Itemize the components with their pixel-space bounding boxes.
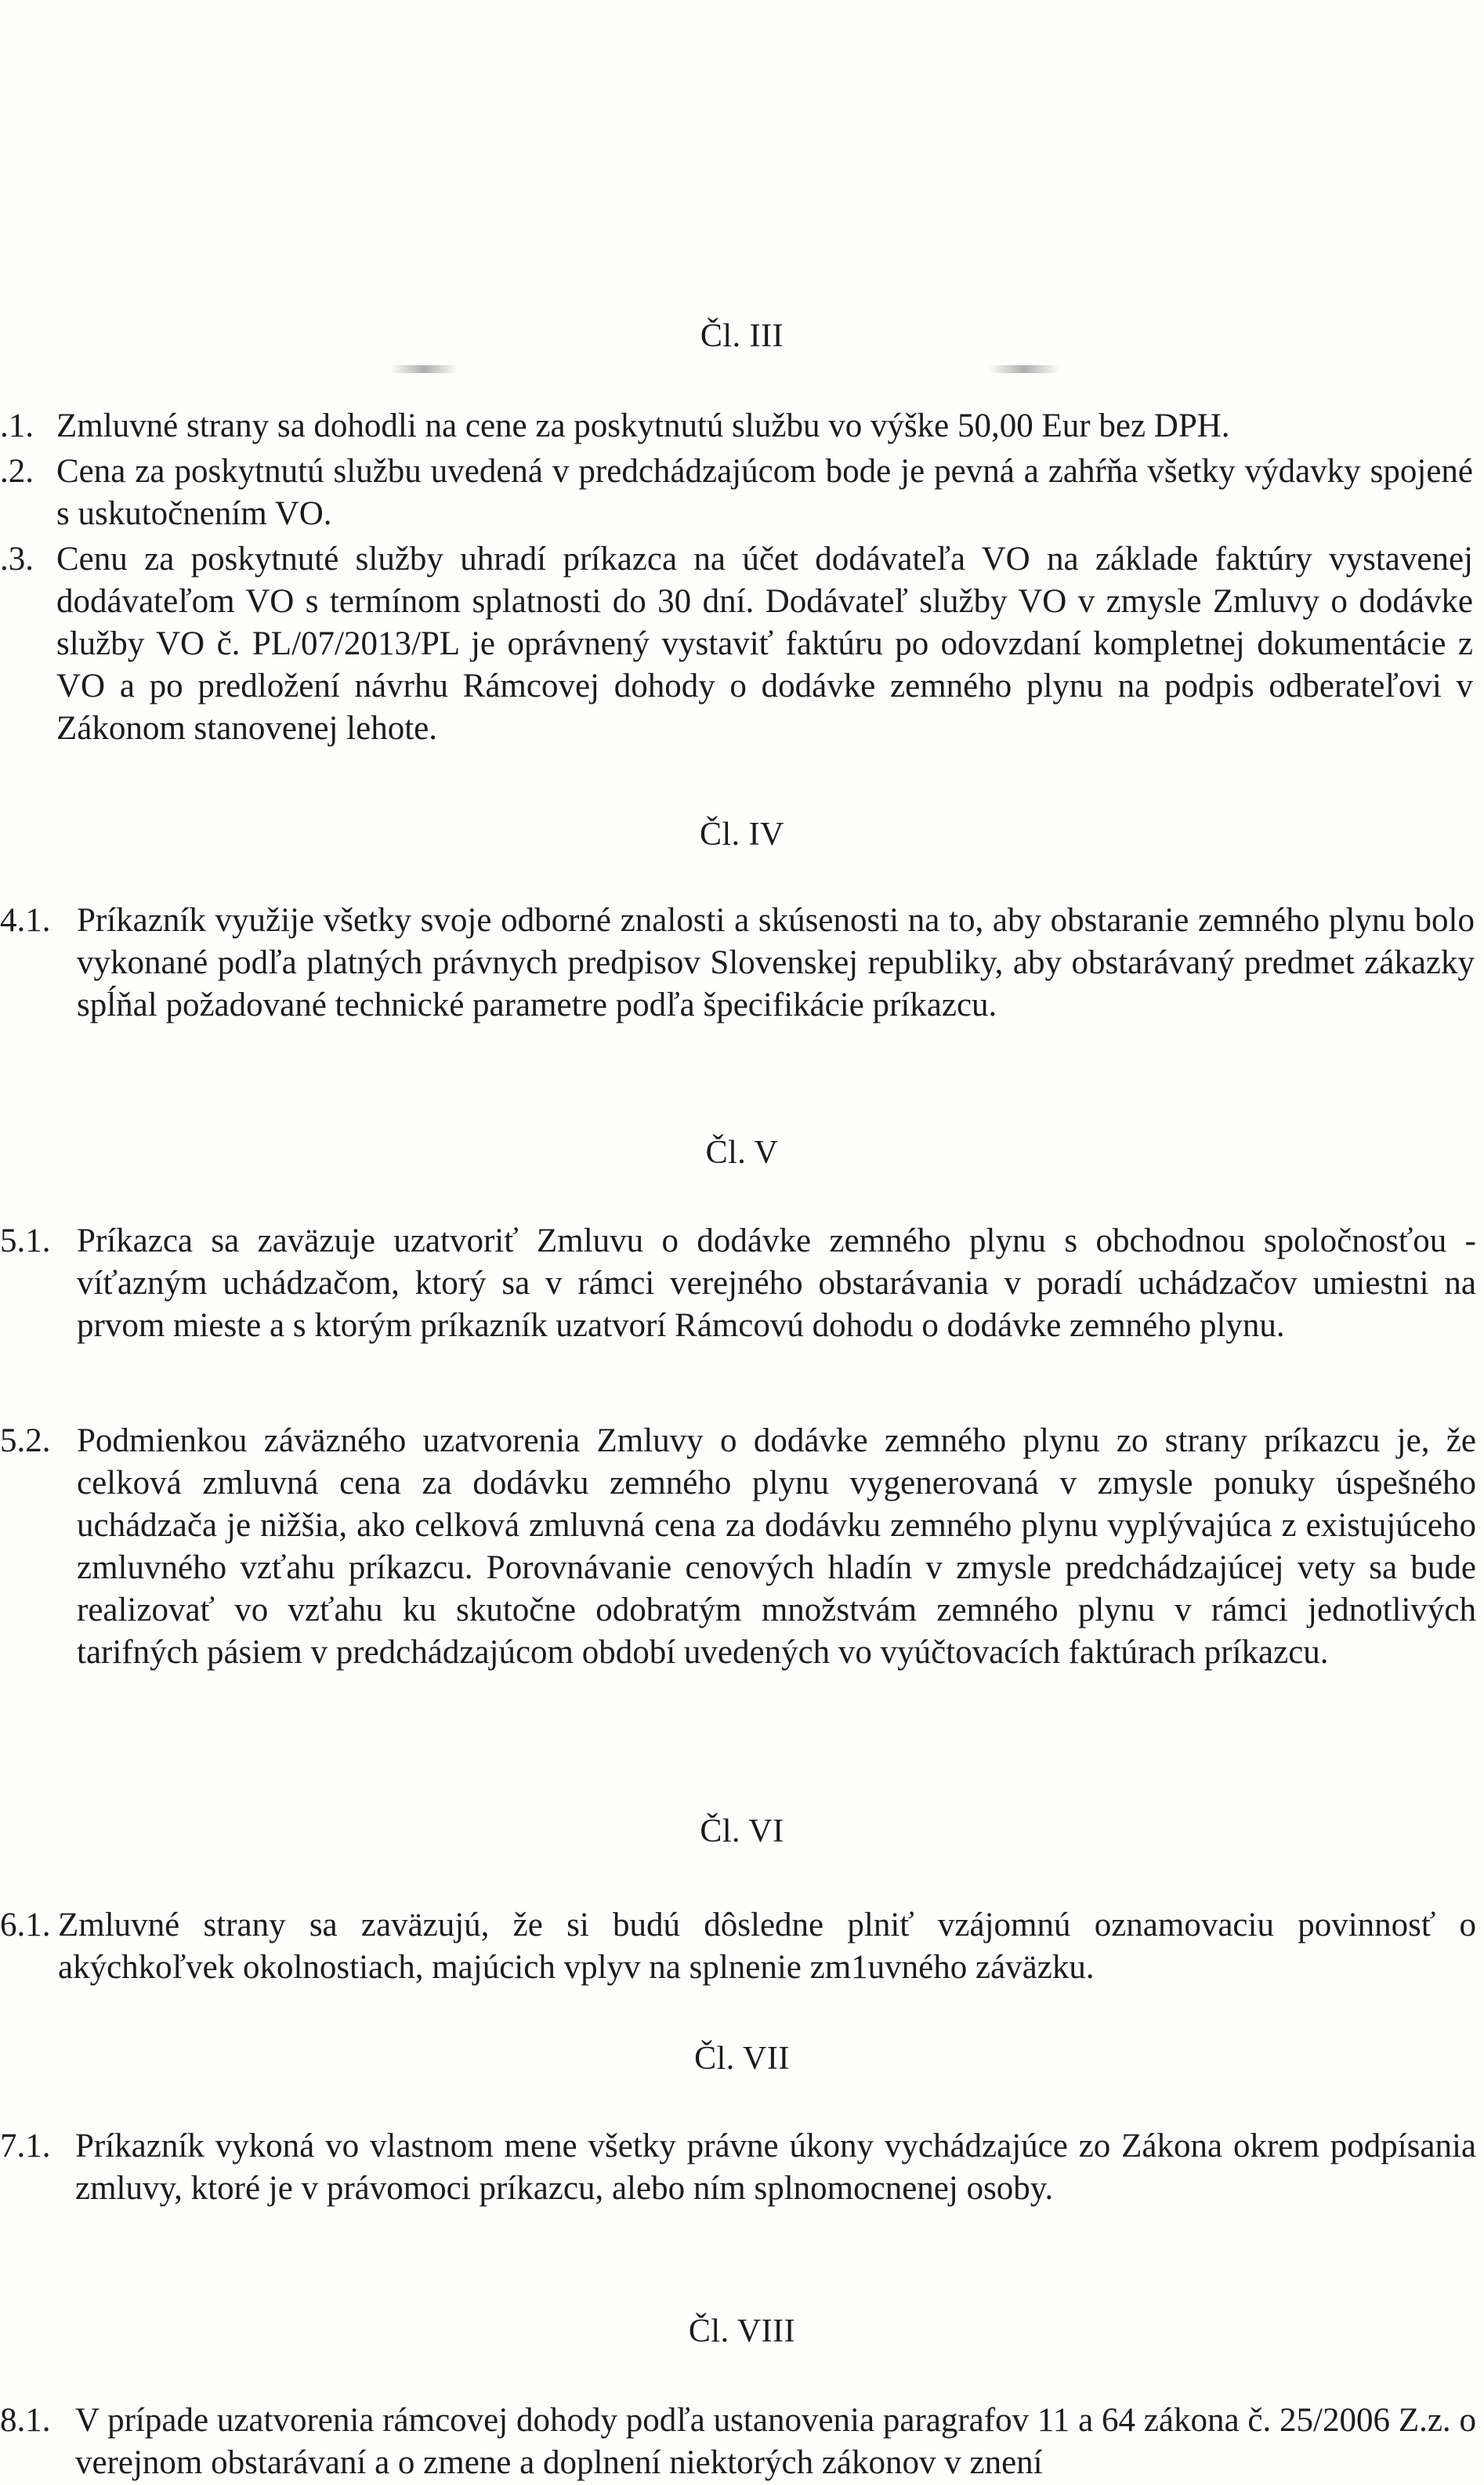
- clause-text-5-1: Príkazca sa zaväzuje uzatvoriť Zmluvu o dodávke zemného plynu s obchodnou spoločnosťou - víťazným uchádzačom, ktorý sa v rámci verejného obstarávania v poradí uchádzačov umiestni na prvom mieste a s ktorým príkazník uzatvorí Rámcovú dohodu o dodávke zemného plynu.: [77, 1223, 1476, 1344]
- section-heading-cl-vi: Čl. VI: [700, 1813, 784, 1849]
- section-heading-cl-iv: Čl. IV: [700, 817, 784, 853]
- clause-number-5-2: 5.2.: [0, 1422, 51, 1459]
- scan-artifact-right: [989, 365, 1059, 373]
- clause-text-7-1: Príkazník vykoná vo vlastnom mene všetky právne úkony vychádzajúce zo Zákona okrem podpísania zmluvy, ktoré je v právomoci príkazcu, alebo ním splnomocnenej osoby.: [75, 2128, 1476, 2207]
- clause-text-3-1: Zmluvné strany sa dohodli na cene za poskytnutú službu vo výške 50,00 Eur bez DPH.: [56, 408, 1230, 444]
- clause-number-5-1: 5.1.: [0, 1223, 51, 1259]
- section-heading-cl-vii: Čl. VII: [694, 2041, 790, 2077]
- clause-number-3-1: .1.: [0, 408, 34, 444]
- clause-text-3-3: Cenu za poskytnuté služby uhradí príkazca na účet dodávateľa VO na základe faktúry vystavenej dodávateľom VO s termínom splatnosti do 30 dní. Dodávateľ služby VO v zmysle Zmluvy o dodávke služby VO č. PL/07/2013/PL je oprávnený vystaviť faktúru po odovzdaní kompletnej dokumentácie z VO a po predložení návrhu Rámcovej dohody o dodávke zemného plynu na podpis odberateľovi v Zákonom stanovenej lehote.: [56, 541, 1473, 747]
- section-heading-cl-iii: Čl. III: [700, 318, 784, 354]
- clause-text-6-1: Zmluvné strany sa zaväzujú, že si budú dôsledne plniť vzájomnú oznamovaciu povinnosť o akýchkoľvek okolnostiach, majúcich vplyv na splnenie zm1uvného záväzku.: [58, 1907, 1476, 1986]
- clause-number-7-1: 7.1.: [0, 2128, 51, 2164]
- clause-number-4-1: 4.1.: [0, 902, 51, 939]
- clause-text-3-2: Cena za poskytnutú službu uvedená v predchádzajúcom bode je pevná a zahŕňa všetky výdavky spojené s uskutočnením VO.: [56, 453, 1473, 532]
- clause-number-8-1: 8.1.: [0, 2402, 51, 2439]
- clause-text-8-1: V prípade uzatvorenia rámcovej dohody podľa ustanovenia paragrafov 11 a 64 zákona č. 25/2006 Z.z. o verejnom obstarávaní a o zmene a doplnení niektorých zákonov v znení: [75, 2402, 1476, 2481]
- clause-text-4-1: Príkazník využije všetky svoje odborné znalosti a skúsenosti na to, aby obstaranie zemného plynu bolo vykonané podľa platných právnych predpisov Slovenskej republiky, aby obstarávaný predmet zákazky spĺňal požadované technické parametre podľa špecifikácie príkazcu.: [77, 902, 1475, 1023]
- clause-number-3-3: .3.: [0, 541, 34, 578]
- section-heading-cl-viii: Čl. VIII: [688, 2313, 796, 2349]
- scan-artifact-left: [390, 365, 458, 373]
- clause-number-3-2: .2.: [0, 453, 34, 490]
- clause-number-6-1: 6.1.: [0, 1907, 51, 1943]
- clause-text-5-2: Podmienkou záväzného uzatvorenia Zmluvy o dodávke zemného plynu zo strany príkazcu je, že celková zmluvná cena za dodávku zemného plynu vygenerovaná v zmysle ponuky úspešného uchádzača je nižšia, ako celková zmluvná cena za dodávku zemného plynu vyplývajúca z existujúceho zmluvného vzťahu príkazcu. Porovnávanie cenových hladín v zmysle predchádzajúcej vety sa bude realizovať vo vzťahu ku skutočne odobratým množstvám zemného plynu v rámci jednotlivých tarifných pásiem v predchádzajúcom období uvedených vo vyúčtovacích faktúrach príkazcu.: [77, 1422, 1476, 1671]
- section-heading-cl-v: Čl. V: [705, 1135, 779, 1171]
